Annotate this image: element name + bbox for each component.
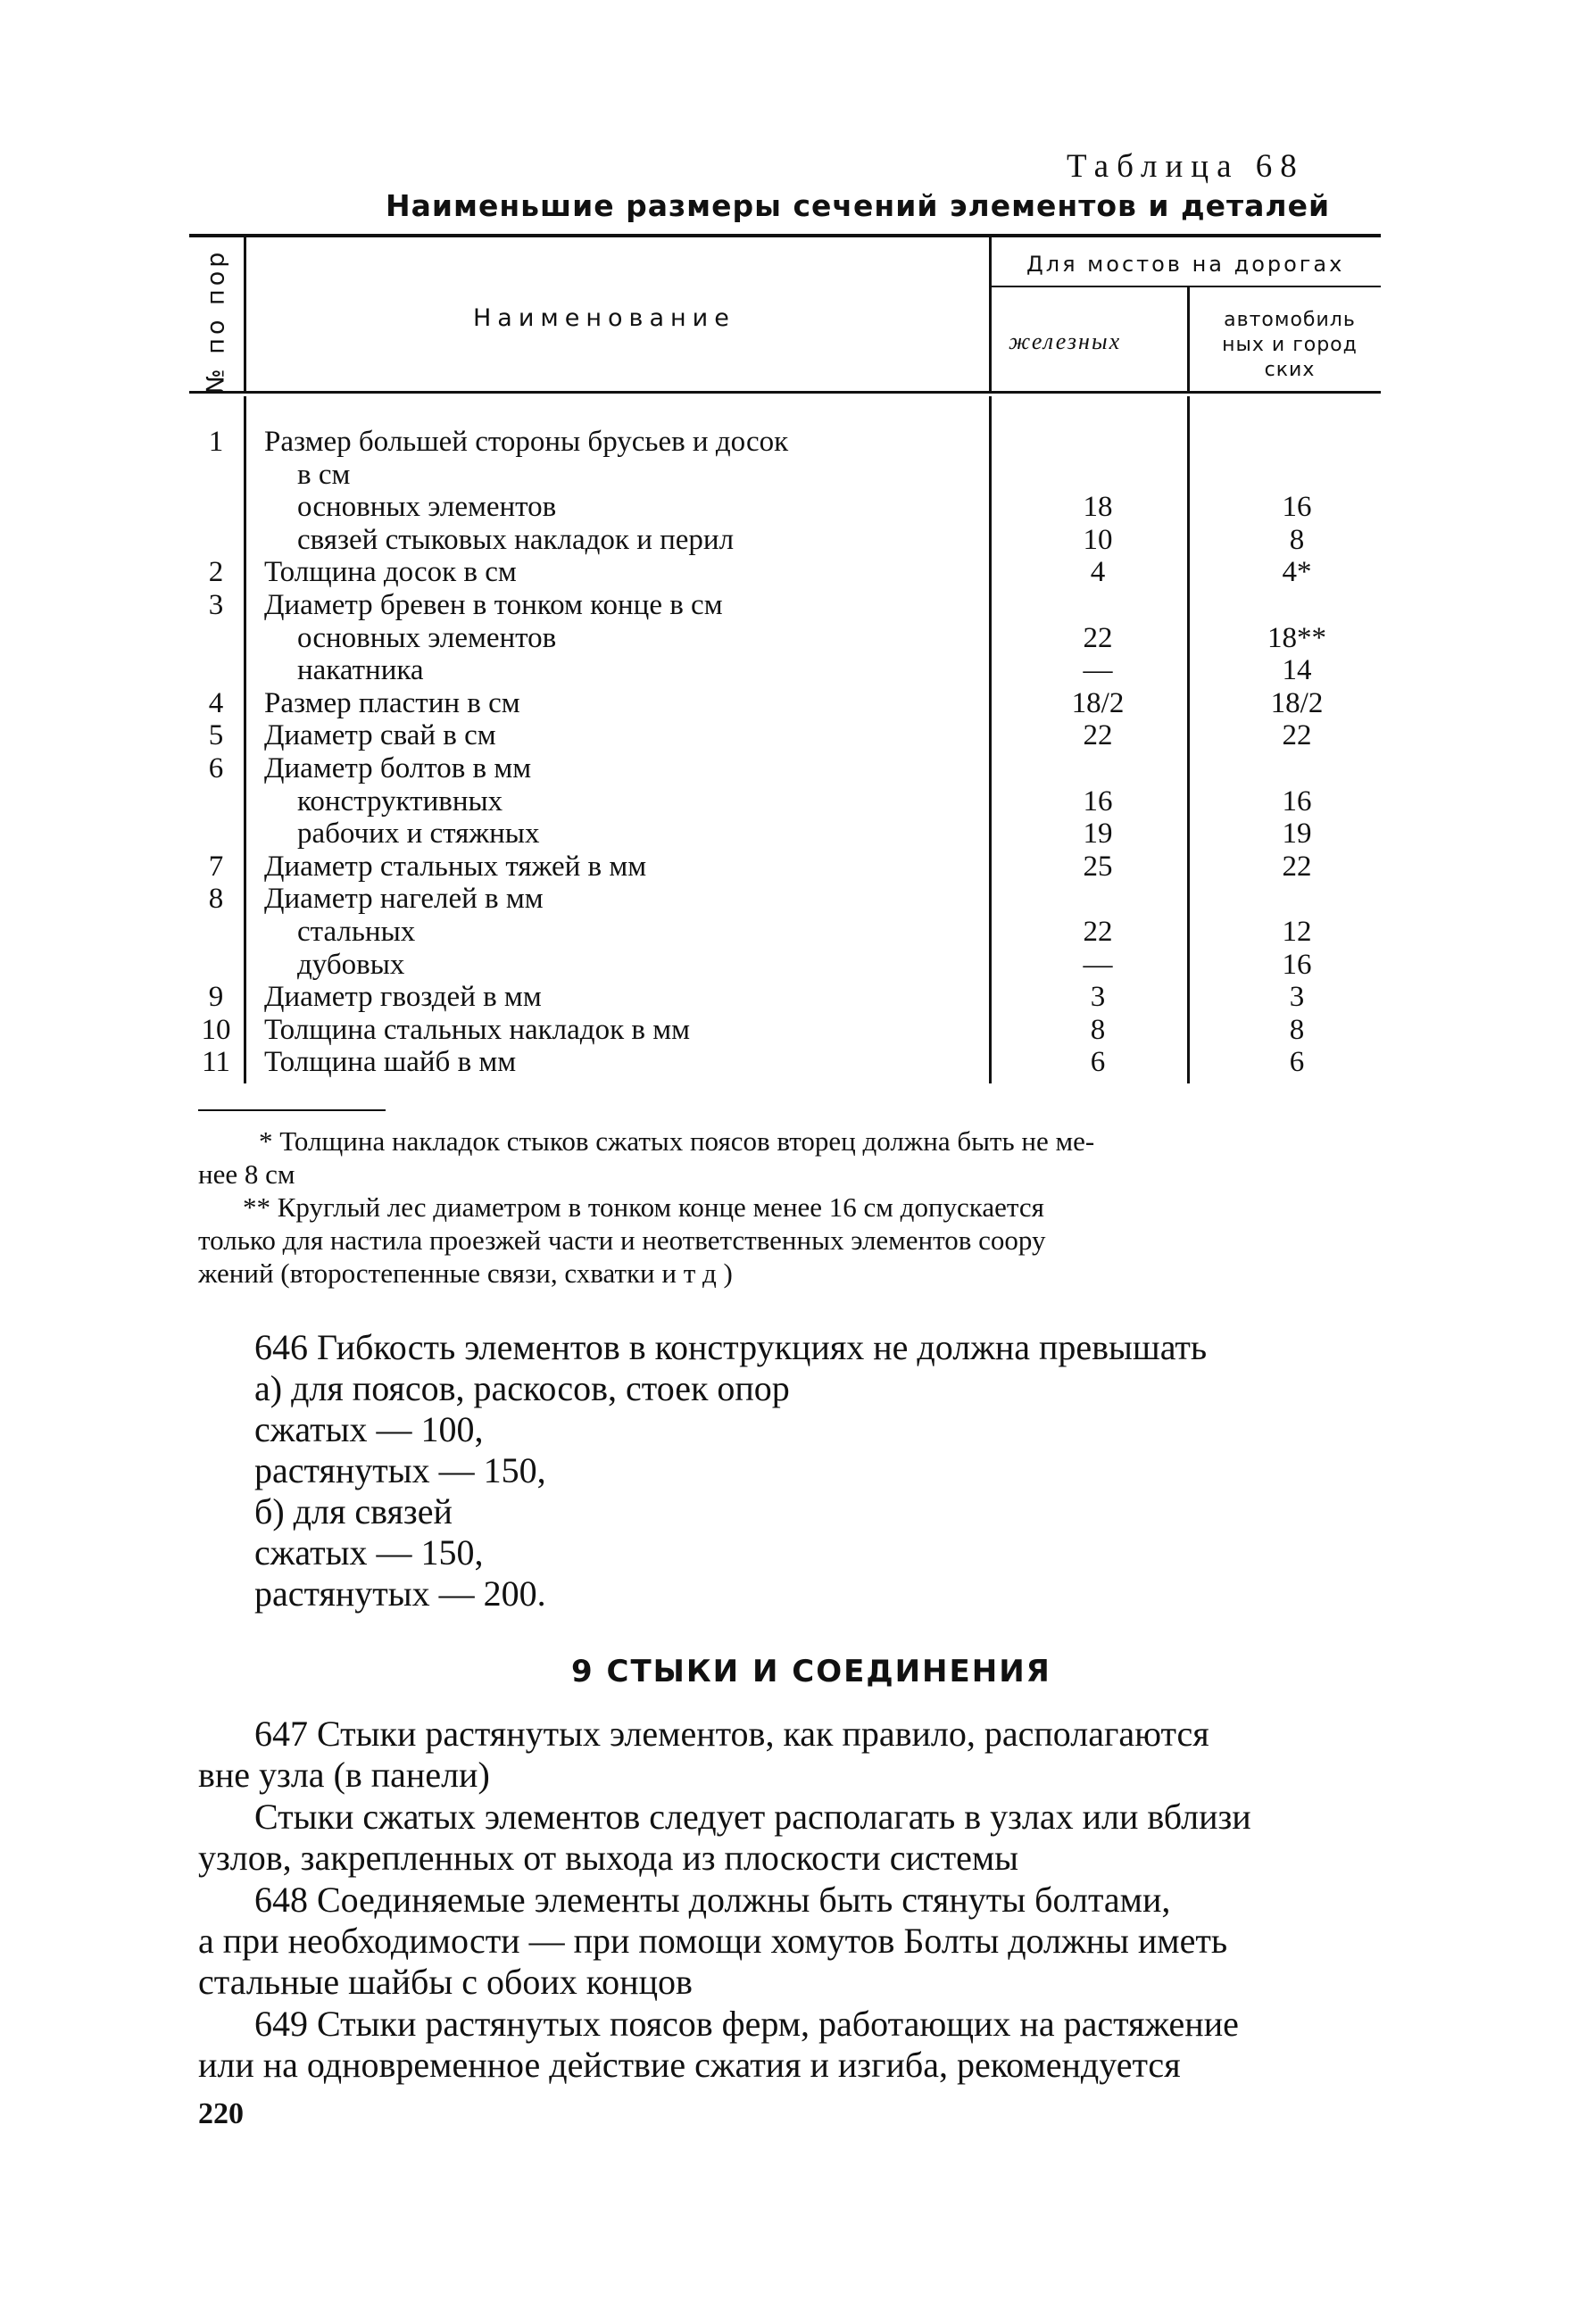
- row-number: 10: [201, 1013, 231, 1046]
- footnote-line: жений (второстепенные связи, схватки и т д ): [198, 1257, 733, 1289]
- row-railway-value: 22: [1083, 719, 1113, 752]
- header-row-number: № по пор: [202, 248, 230, 394]
- footnote-line: только для настила проезжей части и неответственных элементов соору: [198, 1224, 1046, 1256]
- footnote-line: ** Круглый лес диаметром в тонком конце менее 16 см допускается: [243, 1191, 1044, 1223]
- row-name: Диаметр бревен в тонком конце в см: [264, 589, 723, 621]
- row-railway-value: 19: [1083, 818, 1113, 851]
- row-number: 4: [208, 686, 224, 719]
- row-automobile-value: 14: [1282, 654, 1312, 687]
- table-row: [0, 949, 1570, 982]
- table-row: [0, 687, 1570, 720]
- row-name: стальных: [297, 916, 416, 948]
- table-number: Таблица 68: [1067, 148, 1305, 185]
- table-col-divider-2: [989, 237, 992, 391]
- row-name: Диаметр стальных тяжей в мм: [264, 850, 647, 883]
- row-number: 5: [208, 719, 224, 752]
- row-name: связей стыковых накладок и перил: [297, 523, 735, 556]
- row-automobile-value: 6: [1289, 1046, 1305, 1079]
- row-number: 9: [208, 981, 224, 1014]
- row-railway-value: 25: [1083, 850, 1113, 883]
- table-row: [0, 622, 1570, 655]
- footnote-rule: [198, 1109, 386, 1111]
- table-row: [0, 719, 1570, 752]
- row-railway-value: 4: [1090, 556, 1106, 589]
- row-automobile-value: 16: [1282, 784, 1312, 818]
- table-row: [0, 752, 1570, 785]
- row-automobile-value: 12: [1282, 916, 1312, 948]
- header-railway: железных: [1009, 328, 1122, 354]
- para-646-line: сжатых — 100,: [254, 1409, 484, 1449]
- para-646-line: растянутых — 150,: [254, 1450, 546, 1490]
- row-name: Диаметр болтов в мм: [264, 752, 532, 784]
- para-646-line: 646 Гибкость элементов в конструкциях не должна превышать: [254, 1327, 1208, 1367]
- row-railway-value: —: [1083, 654, 1113, 687]
- row-name: Толщина досок в см: [264, 556, 517, 589]
- row-name: рабочих и стяжных: [297, 818, 540, 851]
- row-railway-value: —: [1083, 948, 1113, 981]
- page-number: 220: [198, 2097, 244, 2130]
- row-automobile-value: 8: [1289, 1013, 1305, 1046]
- row-number: 3: [208, 589, 224, 621]
- body-line: вне узла (в панели): [198, 1755, 490, 1795]
- header-automobile: автомобиль ных и город ских: [1222, 309, 1358, 381]
- footnote-line: * Толщина накладок стыков сжатых поясов вторец должна быть не ме-: [259, 1125, 1095, 1157]
- table-row: [0, 785, 1570, 818]
- body-line: 649 Стыки растянутых поясов ферм, работающих на растяжение: [254, 2004, 1239, 2044]
- row-name: Толщина стальных накладок в мм: [264, 1013, 690, 1046]
- header-bridges-group: Для мостов на дорогах: [1026, 252, 1345, 277]
- row-automobile-value: 22: [1282, 850, 1312, 883]
- row-name: Размер пластин в см: [264, 686, 520, 719]
- row-automobile-value: 3: [1289, 981, 1305, 1014]
- row-automobile-value: 19: [1282, 818, 1312, 851]
- row-railway-value: 18: [1083, 491, 1113, 524]
- row-railway-value: 6: [1090, 1046, 1106, 1079]
- row-automobile-value: 16: [1282, 948, 1312, 981]
- row-number: 7: [208, 850, 224, 883]
- table-row: [0, 883, 1570, 916]
- row-name: накатника: [297, 654, 424, 687]
- body-line: 648 Соединяемые элементы должны быть стянуты болтами,: [254, 1880, 1171, 1920]
- table-row: [0, 818, 1570, 851]
- para-646-line: растянутых — 200.: [254, 1573, 546, 1614]
- table-row: [0, 491, 1570, 524]
- row-name: дубовых: [297, 948, 405, 981]
- body-line: стальные шайбы с обоих концов: [198, 1962, 693, 2002]
- row-name: конструктивных: [297, 784, 503, 818]
- table-header-bottom-rule: [189, 391, 1381, 394]
- table-row: [0, 654, 1570, 687]
- row-automobile-value: 16: [1282, 491, 1312, 524]
- row-name: основных элементов: [297, 621, 557, 654]
- row-automobile-value: 18/2: [1270, 686, 1324, 719]
- row-railway-value: 22: [1083, 916, 1113, 948]
- row-number: 8: [208, 883, 224, 916]
- body-line: или на одновременное действие сжатия и изгиба, рекомендуется: [198, 2045, 1181, 2085]
- row-automobile-value: 8: [1289, 523, 1305, 556]
- row-name: Диаметр нагелей в мм: [264, 883, 544, 916]
- body-line: 647 Стыки растянутых элементов, как правило, располагаются: [254, 1714, 1209, 1754]
- table-row: [0, 589, 1570, 622]
- table-subheader-rule: [989, 286, 1381, 287]
- row-railway-value: 8: [1090, 1013, 1106, 1046]
- row-automobile-value: 4*: [1282, 556, 1312, 589]
- row-railway-value: 16: [1083, 784, 1113, 818]
- row-automobile-value: 22: [1282, 719, 1312, 752]
- row-railway-value: 10: [1083, 523, 1113, 556]
- body-line: Стыки сжатых элементов следует располагать в узлах или вблизи: [254, 1797, 1251, 1837]
- body-line: узлов, закрепленных от выхода из плоскости системы: [198, 1838, 1019, 1878]
- table-row: [0, 459, 1570, 492]
- row-number: 1: [208, 426, 224, 458]
- table-col-divider-1: [244, 237, 246, 391]
- para-646-line: сжатых — 150,: [254, 1532, 484, 1573]
- footnote-line: нее 8 см: [198, 1158, 295, 1190]
- row-name: основных элементов: [297, 491, 557, 524]
- row-name: Диаметр гвоздей в мм: [264, 981, 542, 1014]
- table-row: [0, 981, 1570, 1014]
- table-top-rule: [189, 234, 1381, 237]
- section-title: 9 СТЫКИ И СОЕДИНЕНИЯ: [571, 1654, 1051, 1689]
- para-646-line: а) для поясов, раскосов, стоек опор: [254, 1368, 790, 1408]
- table-row: [0, 1014, 1570, 1047]
- row-name: Диаметр свай в см: [264, 719, 496, 752]
- table-row: [0, 524, 1570, 557]
- table-row: [0, 426, 1570, 459]
- row-name: Толщина шайб в мм: [264, 1046, 517, 1079]
- body-line: а при необходимости — при помощи хомутов Болты должны иметь: [198, 1921, 1228, 1961]
- table-row: [0, 916, 1570, 949]
- row-number: 11: [202, 1046, 230, 1079]
- para-646-line: б) для связей: [254, 1491, 453, 1531]
- row-name: в см: [297, 458, 351, 491]
- table-title: Наименьшие размеры сечений элементов и деталей: [386, 188, 1331, 223]
- header-name: Наименование: [473, 304, 735, 332]
- table-row: [0, 851, 1570, 884]
- row-railway-value: 18/2: [1071, 686, 1125, 719]
- row-number: 6: [208, 752, 224, 784]
- row-automobile-value: 18**: [1267, 621, 1326, 654]
- row-railway-value: 3: [1090, 981, 1106, 1014]
- row-railway-value: 22: [1083, 621, 1113, 654]
- table-row: [0, 556, 1570, 589]
- row-number: 2: [208, 556, 224, 589]
- table-row: [0, 1046, 1570, 1079]
- row-name: Размер большей стороны брусьев и досок: [264, 426, 789, 458]
